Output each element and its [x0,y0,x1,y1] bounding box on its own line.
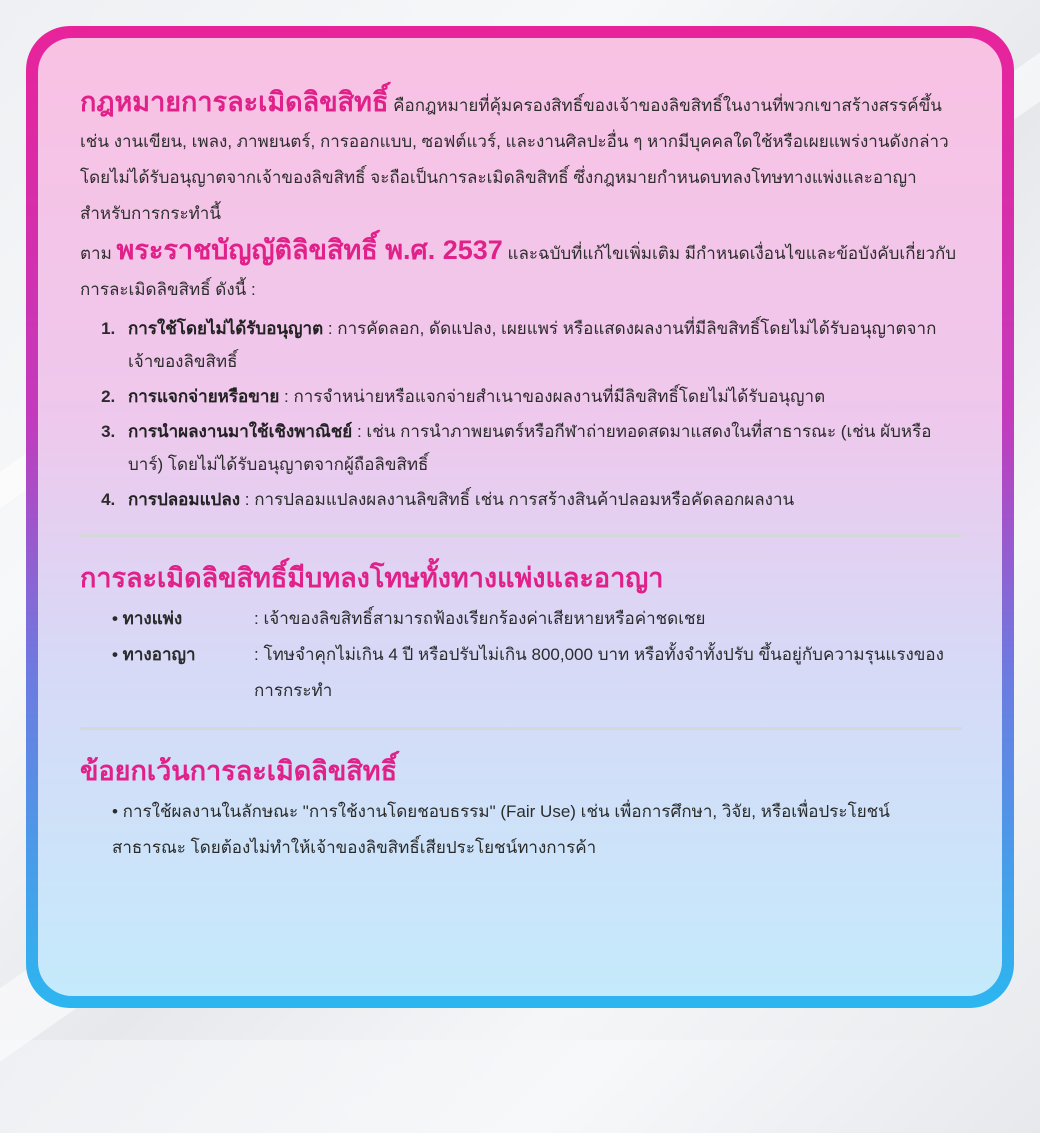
content-card [38,38,1002,996]
violation-desc: : เช่น การนำภาพยนตร์หรือกีฬาถ่ายทอดสดมาแสดงในที่สาธารณะ (เช่น ผับหรือบาร์) โดยไม่ได้รับอนุญาตจากผู้ถือลิขสิทธิ์ [128,422,932,474]
violation-title: การใช้โดยไม่ได้รับอนุญาต [128,319,324,338]
list-item [120,312,962,378]
penalties-heading: การละเมิดลิขสิทธิ์มีบทลงโทษทั้งทางแพ่งและอาญา [80,563,664,593]
card-frame [26,26,1014,1008]
intro-term: กฎหมายการละเมิดลิขสิทธิ์ [80,87,389,117]
violation-desc: : การคัดลอก, ดัดแปลง, เผยแพร่ หรือแสดงผลงานที่มีลิขสิทธิ์โดยไม่ได้รับอนุญาตจากเจ้าของลิขสิทธิ์ [128,319,937,371]
exceptions-heading: ข้อยกเว้นการละเมิดลิขสิทธิ์ [80,756,398,786]
section-divider [80,727,962,730]
act-paragraph [80,232,962,308]
act-prefix: ตาม [80,244,117,263]
list-item [120,483,962,516]
list-item [120,415,962,481]
penalty-desc: : เจ้าของลิขสิทธิ์สามารถฟ้องเรียกร้องค่าเสียหายหรือค่าชดเชย [254,609,706,628]
list-item [120,380,962,413]
penalty-civil [80,601,962,637]
penalty-label: • ทางอาญา [112,645,196,664]
intro-text: คือกฎหมายที่คุ้มครองสิทธิ์ของเจ้าของลิขสิทธิ์ในงานที่พวกเขาสร้างสรรค์ขึ้น เช่น งานเขียน, เพลง, ภาพยนตร์, การออกแบบ, ซอฟต์แวร์, และงานศิลปะอื่น ๆ หากมีบุคคลใดใช้หรือเผยแพร่งานดังกล่าวโดยไม่ได้รับอนุญาตจากเจ้าของลิขสิทธิ์ จะถือเป็นการละเมิดลิขสิทธิ์ ซึ่งกฎหมายกำหนดบทลงโทษทางแพ่งและอาญาสำหรับการกระทำนี้ [80,96,949,223]
exceptions-text: • การใช้ผลงานในลักษณะ "การใช้งานโดยชอบธรรม" (Fair Use) เช่น เพื่อการศึกษา, วิจัย, หรือเพื่อประโยชน์สาธารณะ โดยต้องไม่ทำให้เจ้าของลิขสิทธิ์เสียประโยชน์ทางการค้า [112,802,890,857]
violation-list [80,312,962,516]
section-divider [80,534,962,537]
penalty-label: • ทางแพ่ง [112,609,183,628]
violation-title: การนำผลงานมาใช้เชิงพาณิชย์ [128,422,353,441]
intro-paragraph [80,84,962,232]
penalty-criminal [80,637,962,709]
violation-title: การแจกจ่ายหรือขาย [128,387,280,406]
violation-title: การปลอมแปลง [128,490,241,509]
violation-desc: : การปลอมแปลงผลงานลิขสิทธิ์ เช่น การสร้างสินค้าปลอมหรือคัดลอกผลงาน [240,490,795,509]
act-suffix: และฉบับที่แก้ไขเพิ่มเติม มีกำหนดเงื่อนไขและข้อบังคับเกี่ยวกับการละเมิดลิขสิทธิ์ ดังนี้ : [80,244,957,299]
act-name: พระราชบัญญัติลิขสิทธิ์ พ.ศ. 2537 [116,235,503,265]
penalty-desc: : โทษจำคุกไม่เกิน 4 ปี หรือปรับไม่เกิน 800,000 บาท หรือทั้งจำทั้งปรับ ขึ้นอยู่กับความรุนแรงของการกระทำ [254,645,944,700]
violation-desc: : การจำหน่ายหรือแจกจ่ายสำเนาของผลงานที่มีลิขสิทธิ์โดยไม่ได้รับอนุญาต [279,387,826,406]
